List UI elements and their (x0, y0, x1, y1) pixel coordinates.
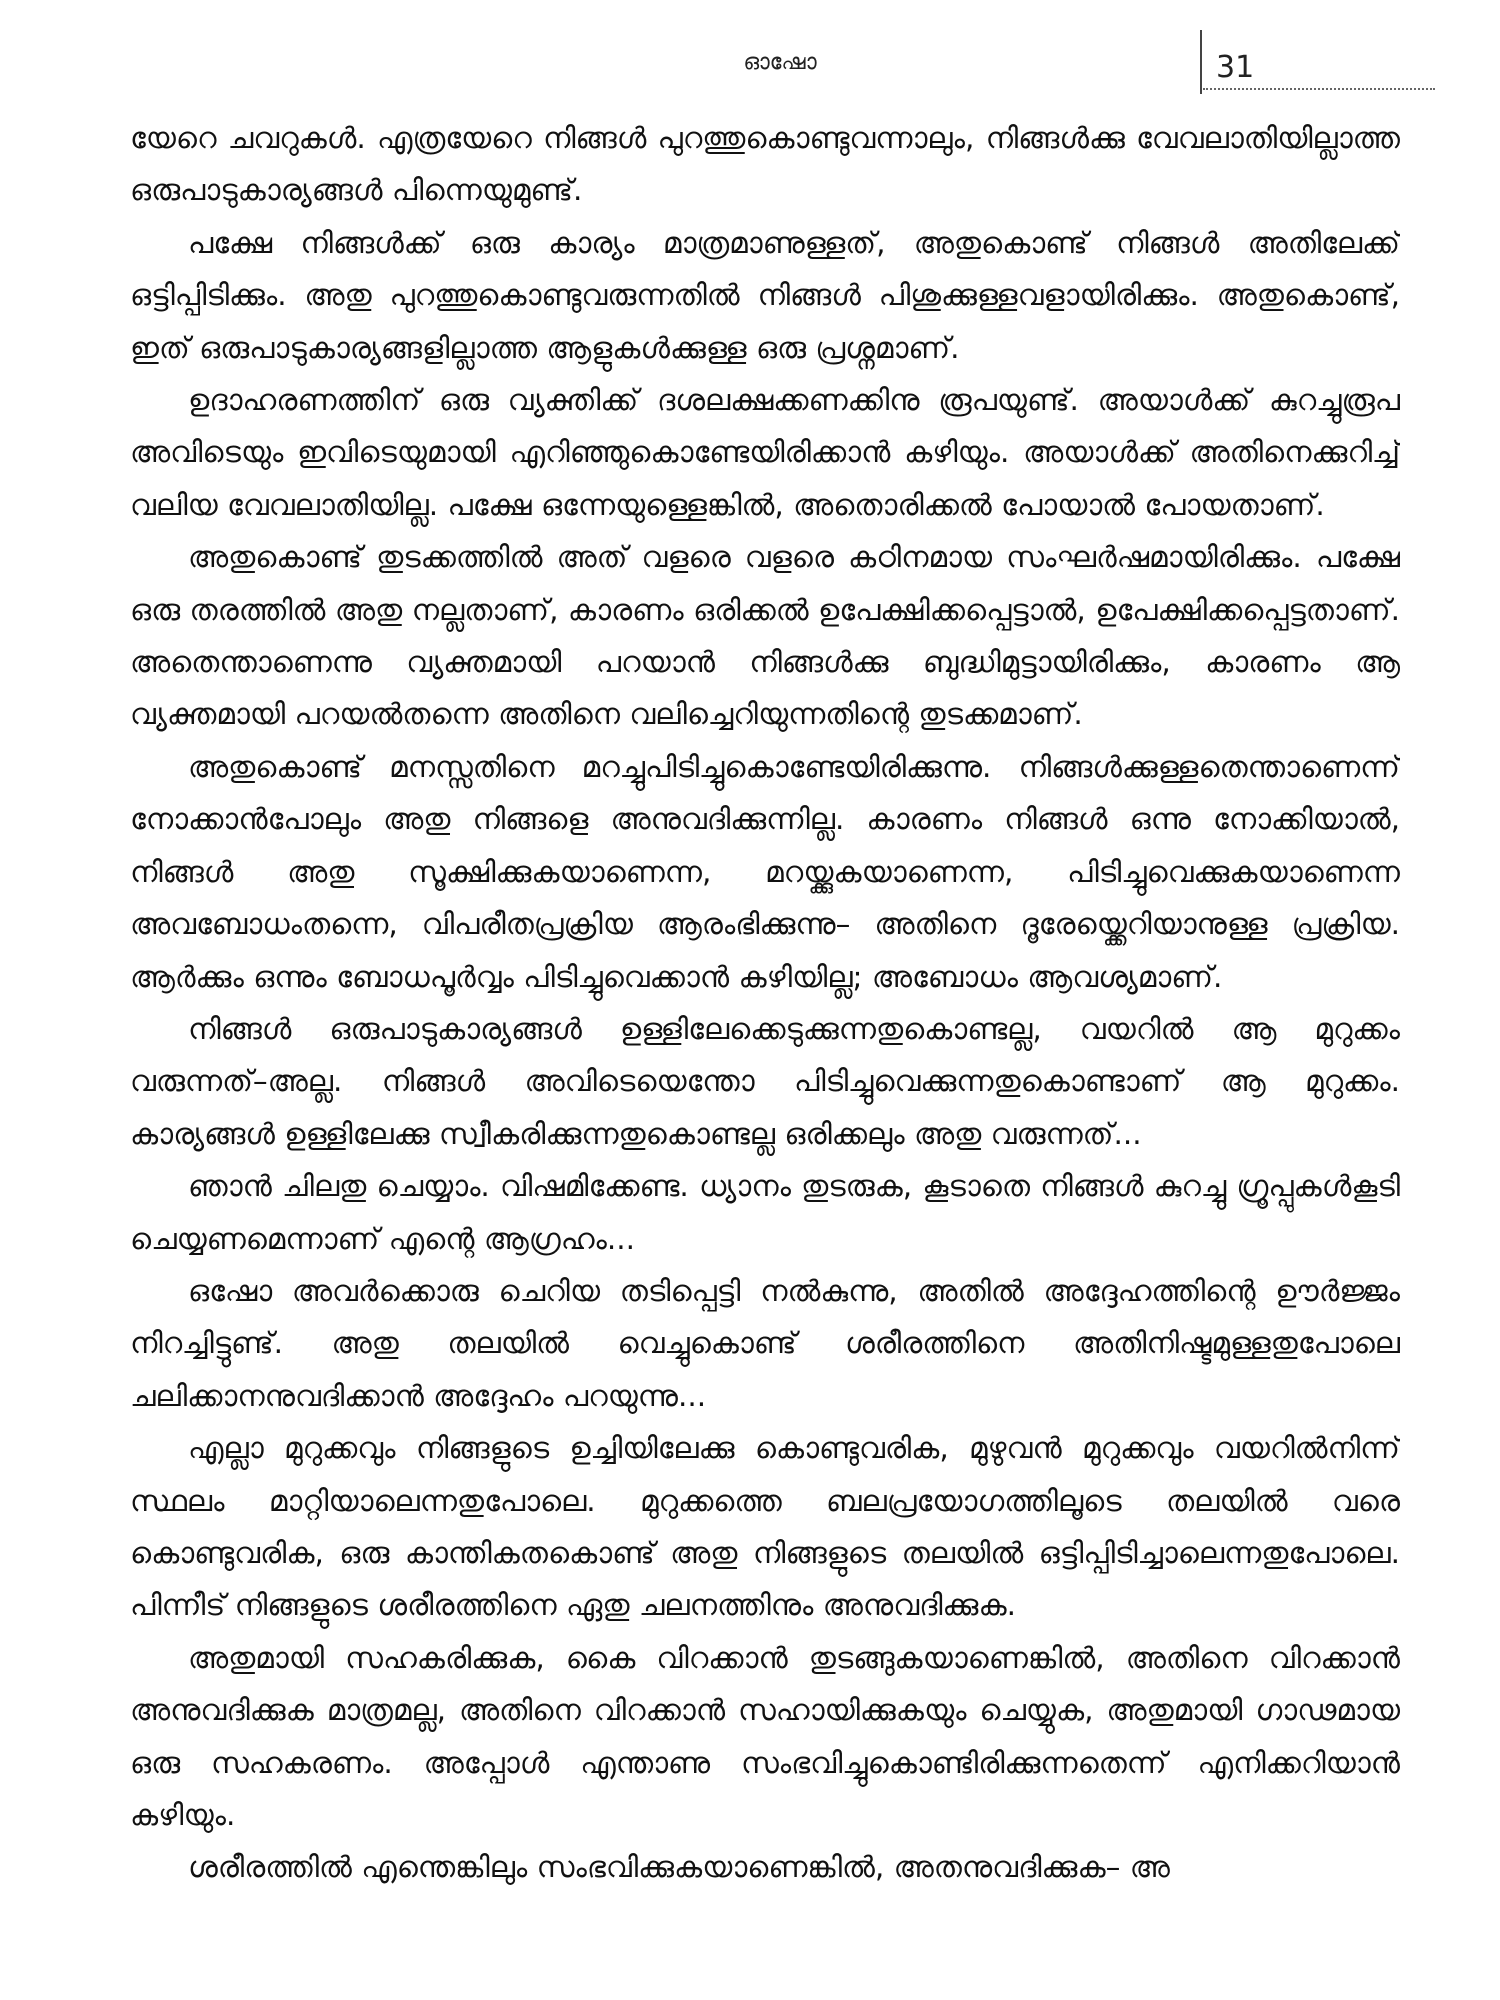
paragraph: പക്ഷേ നിങ്ങൾക്ക് ഒരു കാര്യം മാത്രമാണുള്ളത്, അതുകൊണ്ട് നിങ്ങൾ അതിലേക്ക് ഒട്ടിപ്പിടിക്കും. അതു പുറത്തുകൊണ്ടുവരുന്നതിൽ നിങ്ങൾ പിശുക്കുള്ളവളായിരിക്കും. അതുകൊണ്ട്, ഇത് ഒരുപാടുകാര്യങ്ങളില്ലാത്ത ആളുകൾക്കുള്ള ഒരു പ്രശ്നമാണ്. (130, 225, 1400, 365)
header-divider (1200, 30, 1202, 94)
paragraph: അതുമായി സഹകരിക്കുക, കൈ വിറക്കാൻ തുടങ്ങുകയാണെങ്കിൽ, അതിനെ വിറക്കാൻ അനുവദിക്കുക മാത്രമല്ല, അതിനെ വിറക്കാൻ സഹായിക്കുകയും ചെയ്യുക, അതുമായി ഗാഢമായ ഒരു സഹകരണം. അപ്പോൾ എന്താണു സംഭവിച്ചുകൊണ്ടിരിക്കുന്നതെന്ന് എനിക്കറിയാൻ കഴിയും. (130, 1640, 1400, 1832)
page-body (130, 112, 1400, 1982)
paragraph: ഞാൻ ചിലതു ചെയ്യാം. വിഷമിക്കേണ്ട. ധ്യാനം തുടരുക, കൂടാതെ നിങ്ങൾ കുറച്ചു ഗ്രൂപ്പുകൾകൂടി ചെയ്യണമെന്നാണ് എന്റെ ആഗ്രഹം... (130, 1169, 1400, 1256)
paragraph: എല്ലാ മുറുക്കവും നിങ്ങളുടെ ഉച്ചിയിലേക്കു കൊണ്ടുവരിക, മുഴുവൻ മുറുക്കവും വയറിൽനിന്ന് സ്ഥലം മാറ്റിയാലെന്നതുപോലെ. മുറുക്കത്തെ ബലപ്രയോഗത്തിലൂടെ തലയിൽ വരെ കൊണ്ടുവരിക, ഒരു കാന്തികതകൊണ്ട് അതു നിങ്ങളുടെ തലയിൽ ഒട്ടിപ്പിടിച്ചാലെന്നതുപോലെ. പിന്നീട് നിങ്ങളുടെ ശരീരത്തിനെ ഏതു ചലനത്തിനും അനുവദിക്കുക. (130, 1431, 1400, 1623)
running-title: ഓഷോ (743, 50, 817, 75)
paragraph: ഉദാഹരണത്തിന് ഒരു വ്യക്തിക്ക് ദശലക്ഷക്കണക്കിനു രൂപയുണ്ട്. അയാൾക്ക് കുറച്ചുരൂപ അവിടെയും ഇവിടെയുമായി എറിഞ്ഞുകൊണ്ടേയിരിക്കാൻ കഴിയും. അയാൾക്ക് അതിനെക്കുറിച്ച് വലിയ വേവലാതിയില്ല. പക്ഷേ ഒന്നേയുള്ളെങ്കിൽ, അതൊരിക്കൽ പോയാൽ പോയതാണ്. (130, 383, 1400, 522)
paragraph: അതുകൊണ്ട് മനസ്സതിനെ മറച്ചുപിടിച്ചുകൊണ്ടേയിരിക്കുന്നു. നിങ്ങൾക്കുള്ളതെന്താണെന്ന് നോക്കാൻപോലും അതു നിങ്ങളെ അനുവദിക്കുന്നില്ല. കാരണം നിങ്ങൾ ഒന്നു നോക്കിയാൽ, നിങ്ങൾ അതു സൂക്ഷിക്കുകയാണെന്ന, മറയ്ക്കുകയാണെന്ന, പിടിച്ചുവെക്കുകയാണെന്ന അവബോധംതന്നെ, വിപരീതപ്രക്രിയ ആരംഭിക്കുന്നു– അതിനെ ദൂരേയ്ക്കെറിയാനുള്ള പ്രക്രിയ. ആർക്കും ഒന്നും ബോധപൂർവ്വം പിടിച്ചുവെക്കാൻ കഴിയില്ല; അബോധം ആവശ്യമാണ്. (130, 749, 1400, 994)
paragraph: അതുകൊണ്ട് തുടക്കത്തിൽ അത് വളരെ വളരെ കഠിനമായ സംഘർഷമായിരിക്കും. പക്ഷേ ഒരു തരത്തിൽ അതു നല്ലതാണ്, കാരണം ഒരിക്കൽ ഉപേക്ഷിക്കപ്പെട്ടാൽ, ഉപേക്ഷിക്കപ്പെട്ടതാണ്. അതെന്താണെന്നു വ്യക്തമായി പറയാൻ നിങ്ങൾക്കു ബുദ്ധിമുട്ടായിരിക്കും, കാരണം ആ വ്യക്തമായി പറയൽതന്നെ അതിനെ വലിച്ചെറിയുന്നതിന്റെ തുടക്കമാണ്. (130, 540, 1400, 732)
header-dotted-rule (1203, 88, 1435, 90)
paragraph: ശരീരത്തിൽ എന്തെങ്കിലും സംഭവിക്കുകയാണെങ്കിൽ, അതനുവദിക്കുക– അ (188, 1850, 1170, 1885)
paragraph: യേറെ ചവറുകൾ. എത്രയേറെ നിങ്ങൾ പുറത്തുകൊണ്ടുവന്നാലും, നിങ്ങൾക്കു വേവലാതിയില്ലാത്ത ഒരുപാടുകാര്യങ്ങൾ പിന്നെയുമുണ്ട്. (130, 121, 1400, 208)
paragraph: ഒഷോ അവർക്കൊരു ചെറിയ തടിപ്പെട്ടി നൽകുന്നു, അതിൽ അദ്ദേഹത്തിന്റെ ഊർജ്ജം നിറച്ചിട്ടുണ്ട്. അതു തലയിൽ വെച്ചുകൊണ്ട് ശരീരത്തിനെ അതിനിഷ്ടമുള്ളതുപോലെ ചലിക്കാനനുവദിക്കാൻ അദ്ദേഹം പറയുന്നു... (130, 1273, 1400, 1413)
page-header (0, 0, 1500, 100)
paragraph: നിങ്ങൾ ഒരുപാടുകാര്യങ്ങൾ ഉള്ളിലേക്കെടുക്കുന്നതുകൊണ്ടല്ല, വയറിൽ ആ മുറുക്കം വരുന്നത്–അല്ല. നിങ്ങൾ അവിടെയെന്തോ പിടിച്ചുവെക്കുന്നതുകൊണ്ടാണ് ആ മുറുക്കം. കാര്യങ്ങൾ ഉള്ളിലേക്കു സ്വീകരിക്കുന്നതുകൊണ്ടല്ല ഒരിക്കലും അതു വരുന്നത്... (130, 1011, 1400, 1151)
page-number: 31 (1216, 50, 1255, 85)
